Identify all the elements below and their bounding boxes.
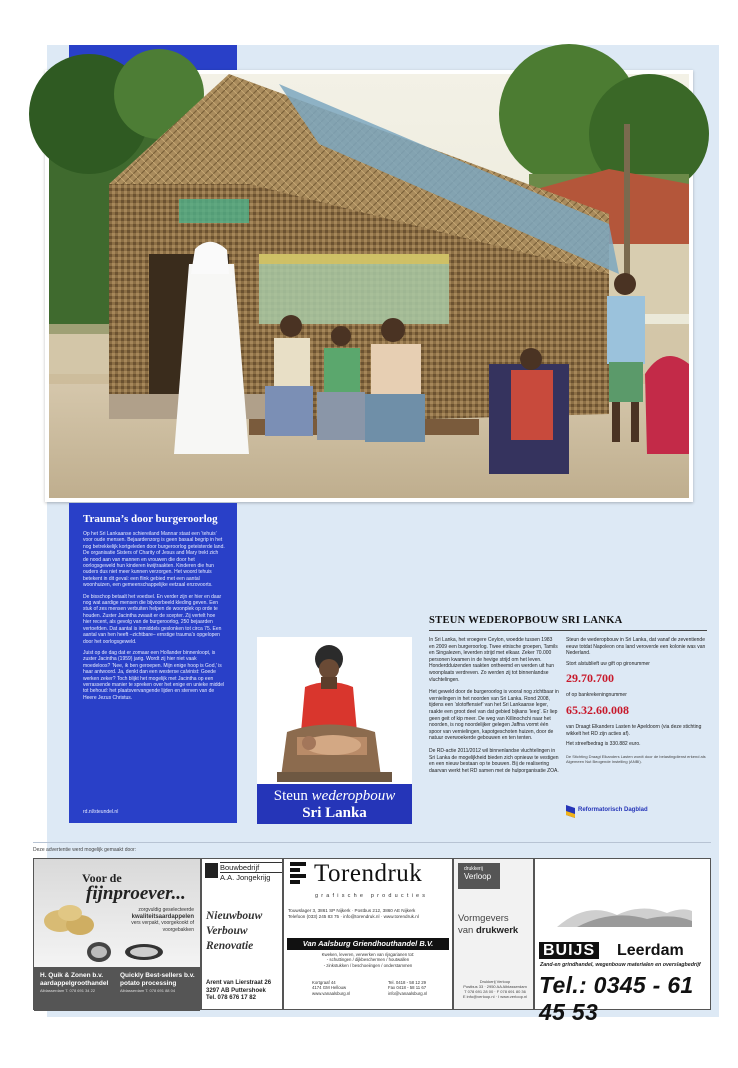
- quickly-type: potato processing: [120, 980, 177, 987]
- campaign-banner: [257, 784, 412, 824]
- bank-number: 65.32.60.008: [566, 702, 629, 717]
- potato-icon: [40, 899, 100, 939]
- main-photo: [49, 74, 689, 498]
- giro-number: 29.70.700: [566, 671, 614, 686]
- ad-verloop[interactable]: drukkerij Verloop Vormgevers van drukwerk Drukkerij Verloop Postbus 33 · 2950 AA Alblasserdam T 078 691 28 00 · F 078 691 80 36 E info@verloop.nl · I www.verloop.nl: [453, 858, 534, 1010]
- quickly-address: Alblasserdam T. 078 691 88 04: [120, 988, 176, 993]
- story-url[interactable]: rd.nl/steundel.nl: [83, 809, 119, 815]
- campaign-wederopbouw: wederopbouw: [311, 788, 396, 804]
- ad-jongekrijg[interactable]: [201, 858, 283, 1010]
- verloop-logo: drukkerij Verloop: [458, 863, 500, 889]
- hills-icon: [557, 901, 692, 927]
- buijs-city: Leerdam: [617, 942, 684, 959]
- quik-voor-de: Voor de: [82, 871, 122, 885]
- article-paragraph: In Sri Lanka, het vroegere Ceylon, woedde tussen 1983 en 2009 een burgeroorlog. Twee etnische groepen, Tamils en Singalezen, leverden strijd met elkaar. Zeker 70.000 personen kwamen in de hevige strijd om het leven. Honderdduizenden raakten ontheemd en werden uit hun woonplaats verdreven. Zo werden zij tot binnenlandse vluchtelingen.: [429, 637, 558, 683]
- article-left-column: [429, 637, 559, 780]
- aalsburg-fax: Fax 0418 - 58 11 67: [388, 985, 427, 991]
- torendruk-contact: Telefoon (033) 245 83 75 · info@torendruk.nl · www.torendruk.nl: [288, 914, 419, 919]
- aalsburg-name: Van Aalsburg Griendhouthandel B.V.: [287, 938, 449, 950]
- jongekrijg-line2: A.A. Jongekrijg: [220, 872, 282, 882]
- campaign-steun: Steun: [273, 788, 308, 804]
- buijs-phone: Tel.: 0345 - 61 45 53: [539, 972, 694, 1025]
- aalsburg-desc: - zinkstukken / beschoeiingen / onderstammen: [323, 962, 413, 968]
- jongekrijg-tel: Tel. 078 676 17 82: [206, 995, 256, 1001]
- story-paragraph: Op het Sri Lankaanse schiereiland Mannar staat een ‘tehuis’ voor oude mensen. Bejaardenzorg is geen basaal begrip in het nog betrekkelijk kortgeleden door burgeroorlog geteisterde land. De organisatie Sisters of Charity of Jesus and Mary trekt zich de nood aan van mannen en vrouwen die door het oorlogsgeweld hun kinderen kwijtraakten. Kinderen die hun ouders dus niet meer kunnen verzorgen. Het woord tehuis betekent in dit geval: een flink gebied met een aantal woonhuizen, een gemeenschappelijke eetzaal enzovoorts.: [83, 531, 225, 589]
- campaign-sri-lanka: Sri Lanka: [302, 805, 367, 821]
- aalsburg-city: 4174 GM Hellouw: [312, 985, 347, 991]
- rd-logo-icon: [566, 805, 575, 818]
- photo-illustration: [49, 74, 689, 498]
- article-rule: [429, 630, 707, 631]
- article-title: STEUN WEDEROPBOUW SRI LANKA: [429, 615, 623, 626]
- torendruk-name: Torendruk: [314, 860, 423, 887]
- story-paragraph: Juist op de dag dat er zomaar een Hollander binnenloopt, is zuster Jacintha (1959) jarig. Wordt zij hier niet vaak moedeloos? ‘Nee, ik ben geroepen. Mijn enige hoop is God,’ is haar antwoord. Ja, denkt dan een westerse calvinist: Goede werken zeker? Toch blijkt het mogelijk met Jacintha op een verrassende manier te spreken over het enige en unieke middel tot behoud: het plaatsvervangende lijden en sterven van de Heere Jezus Christus.: [83, 649, 225, 701]
- torendruk-subtitle: grafische producties: [315, 893, 429, 899]
- quickly-company: Quickly Best-sellers b.v.: [120, 972, 195, 979]
- aalsburg-street: Kortgraaf 44: [312, 980, 336, 985]
- sponsor-note: Deze advertentie werd mogelijk gemaakt door:: [33, 847, 137, 853]
- verloop-drukwerk: drukwerk: [475, 925, 519, 936]
- torendruk-address: Touwslager 3, 3861 SP Nijkerk · Postbus 212, 3860 AE Nijkerk: [288, 908, 416, 913]
- quik-tagline: zorgvuldig geselecteerde kwaliteitsaardappelen vers verpakt, voorgekookt of voorgebakken: [131, 907, 194, 933]
- fine-print: De Stichting Draagt Elkanders Lasten wordt door de belastingdienst erkend als Algemeen Nut Beogende Instelling (ANBI).: [566, 753, 706, 764]
- jongekrijg-verbouw: Verbouw: [206, 925, 248, 937]
- story-title: Trauma’s door burgeroorlog: [83, 513, 218, 525]
- beneficiary: van Draagt Elkanders Lasten te Apeldoorn (via deze stichting wikkelt het RD zijn acties af).: [566, 723, 702, 737]
- main-photo-frame: [45, 70, 693, 502]
- article-paragraph: Het geweld door de burgeroorlog is vooral nog zichtbaar in vernielingen in het noorden van Sri Lanka. Rond 2008, tijdens een ‘slotoffensief’ van het Sri Lankaanse leger, raakte een groot deel van dat gebied bijkans ‘leeg’. Er liep geen geit of kip meer. De weg van Killinochchi naar het noorden, is nog noordelijker gelegen Jaffna vormt één spoor van vernielingen, kapotgeschoten huizen, door de natuur overwoekerde gebouwen en ten tenten.: [429, 689, 559, 742]
- sponsor-ads: [33, 858, 711, 1025]
- article-paragraph: De RD-actie 2011/2012 wil binnenlandse vluchtelingen in Sri Lanka de mogelijkheid bieden zich opnieuw te vestigen en een nieuw bestaan op te bouwen. Bij de realisering daarvan werkt het RD samen met de hulporganisatie ZOA.: [429, 747, 559, 774]
- target-amount: Het streefbedrag is 330.882 euro.: [566, 741, 641, 748]
- aalsburg-desc: - schuttingen / dijkbeschermen / houtwallen: [326, 957, 410, 963]
- quik-fijnproever: fijnproever...: [86, 883, 186, 904]
- verloop-vormgevers: Vormgevers: [458, 913, 509, 924]
- quickly-logo-icon: [124, 943, 164, 961]
- torendruk-logo-icon: [290, 862, 306, 884]
- mother-child-illustration: [257, 637, 412, 787]
- ad-torendruk[interactable]: [283, 858, 453, 1010]
- jongekrijg-renovatie: Renovatie: [206, 940, 254, 952]
- jongekrijg-nieuwbouw: Nieuwbouw: [206, 910, 263, 922]
- buijs-description: Zand-en grindhandel, wegenbouw materialen en overslagbedrijf: [540, 962, 701, 968]
- campaign-image: [257, 637, 412, 824]
- aalsburg-tel: Tel. 0418 - 58 12 29: [388, 980, 426, 985]
- jongekrijg-line1: Bouwbedrijf: [220, 862, 282, 872]
- quik-company: H. Quik & Zonen b.v.: [40, 972, 104, 979]
- rd-logo-text: Reformatorisch Dagblad: [578, 807, 648, 813]
- verloop-address: Drukkerij Verloop: [479, 979, 511, 984]
- jongekrijg-logo-icon: [205, 863, 218, 878]
- jongekrijg-postcode: 3297 AB Puttershoek: [206, 987, 266, 994]
- story-paragraph: De bisschop betaalt het voedsel. En verder zijn er hier en daar nog wat aardige mensen die bijvoorbeeld kleding geven. Een stuk of zes mensen verbuiten helpen de woonplek op orde te houden. Zuster Jacintha zwaait er de scepter. Zij vertelt hoe hier recent, als gevolg van de burgeroorlog, 250 bejaarden vertoefden. Dat aantal is inmiddels geslonken tot circa 75. Een aantal van hen heeft –zichtbare– ernstige trauma’s opgelopen door het oorlogsgeweld.: [83, 593, 222, 645]
- buijs-name: BUIJS: [539, 942, 599, 959]
- rd-logo: [566, 805, 666, 819]
- article-right-column: [566, 637, 706, 768]
- quik-type: aardappelgroothandel: [40, 980, 109, 987]
- quik-address: Alblasserdam T. 078 691 34 22: [40, 988, 96, 993]
- jongekrijg-address: Arent van Lierstraat 26: [206, 980, 272, 986]
- article-intro: Steun de wederopbouw in Sri Lanka, dat vanaf de zeventiende eeuw totdat Napoleon ons land veroverde een kolonie was van Nederland.: [566, 637, 706, 657]
- sponsor-divider: [33, 842, 711, 843]
- aalsburg-web: www.vanaalsburg.nl: [312, 990, 351, 996]
- ad-quik[interactable]: [33, 858, 201, 1010]
- aalsburg-mail: info@vanaalsburg.nl: [388, 990, 428, 996]
- bank-label: of op bankrekeningnummer: [566, 692, 627, 699]
- giro-label: Stort alstublieft uw gift op gironummer: [566, 660, 650, 667]
- ad-buijs[interactable]: [534, 858, 711, 1025]
- story-box: [69, 503, 237, 823]
- aalsburg-desc: Kweken, leveren, verwerken van rijsgarianen tot:: [321, 952, 415, 957]
- quik-logo-icon: [86, 941, 112, 963]
